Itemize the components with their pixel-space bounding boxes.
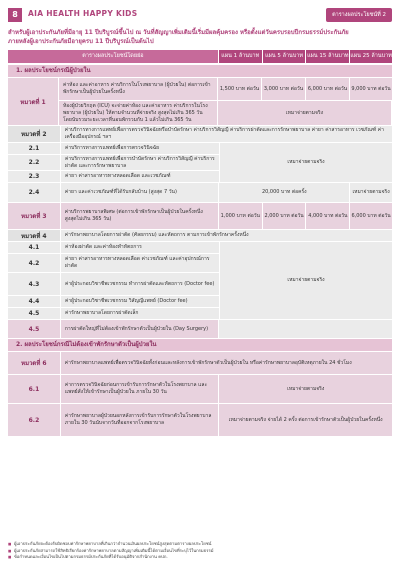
table-row xyxy=(8,375,392,403)
row-code: 4.3 xyxy=(8,273,60,295)
row-code: 2.1 xyxy=(8,143,60,154)
table-header-row xyxy=(8,50,392,63)
row-desc: ค่าบริการทางการแพทย์เพื่อการตรวจวินิจฉัย xyxy=(61,143,219,154)
row-desc: ค่าห้องผ่าตัด และค่าห้องทำหัตถการ xyxy=(61,242,219,253)
header-plan-4: แผน 25 ล้านบาท xyxy=(350,50,392,63)
row-code: 2.2 xyxy=(8,155,60,170)
row-value-plans-1-3: 20,000 บาท ต่อครั้ง xyxy=(219,183,349,202)
group-category-1 xyxy=(8,78,392,125)
row-code: 6.1 xyxy=(8,375,60,403)
row-desc: ค่ารักษาพยาบาลแพทย์เพื่อตรวจวินิจฉัยทั้งก่อนและหลังการเข้าพักรักษาตัวเป็นผู้ป่วยใน หรือค่ารักษาพยาบาลอุบัติเหตุภายใน 24 ชั่วโมง xyxy=(61,352,392,374)
row-desc: ค่าผู้ประกอบวิชาชีพเวชกรรม วิสัญญีแพทย์ (Doctor fee) xyxy=(61,296,219,307)
row-code: 2.4 xyxy=(8,183,60,202)
row-value-plan-1: 1,000 บาท ต่อวัน xyxy=(219,203,262,229)
section-outpatient: 2. ผลประโยชน์กรณีไม่ต้องเข้าพักรักษาตัวเป็นผู้ป่วยใน xyxy=(8,339,392,351)
row-desc: ค่ารักษาพยาบาลโดยการผ่าตัดเล็ก xyxy=(61,308,219,319)
row-code: หมวดที่ 6 xyxy=(8,352,60,374)
table-row xyxy=(8,352,392,374)
row-code: หมวดที่ 2 xyxy=(8,126,60,142)
row-value-span: เหมาจ่ายตามจริง xyxy=(219,375,392,403)
intro-line-2: ภายหลังผู้เอาประกันภัยมีอายุครบ 11 ปีบริบูรณ์เป็นต้นไป xyxy=(8,38,154,45)
row-value-plan-3: 6,000 บาท ต่อวัน xyxy=(306,78,349,100)
benefit-table-badge: ตารางผลประโยชน์ที่ 2 xyxy=(326,8,392,22)
row-desc: ค่าผู้ประกอบวิชาชีพเวชกรรม ทำการผ่าตัดและหัตถการ (Doctor fee) xyxy=(61,273,219,295)
footnote-item: ■ ผู้เอาประกันภัยจะต้องรับผิดชอบค่ารักษาพยาบาลที่เกินกว่าจำนวนเงินผลประโยชน์สูงสุดตามตารางผลประโยชน์ xyxy=(8,541,392,547)
footnote-item: ■ ผู้เอาประกันภัยสามารถใช้สิทธิเรียกร้องค่ารักษาพยาบาลตามสัญญาเพิ่มเติมนี้ได้ตามเงื่อนไขที่ระบุไว้ในกรมธรรม์ xyxy=(8,548,392,554)
footnote-item: ■ ข้อกำหนดและเงื่อนไขเป็นไปตามกรมธรรม์ประกันภัยที่ได้รับอนุมัติจากสำนักงาน คปภ. xyxy=(8,554,392,560)
row-value-empty xyxy=(219,320,392,338)
row-code: หมวดที่ 4 xyxy=(8,230,60,241)
page-header xyxy=(8,6,392,24)
row-value-plan-4: 9,000 บาท ต่อวัน xyxy=(350,78,392,100)
header-plan-3: แผน 15 ล้านบาท xyxy=(306,50,349,63)
row-desc: ค่าบริการทางการแพทย์เพื่อการตรวจวินิจฉัยหรือบำบัดรักษา ค่าบริการวิสัญญี ค่าบริการผ่าตัดและการรักษาพยาบาล ค่ายา ค่าสารอาหาร เวชภัณฑ์ ค่าเครื่องมืออุปกรณ์ ฯลฯ xyxy=(61,126,392,142)
table-row xyxy=(8,404,392,436)
row-desc: ค่ารักษาพยาบาลโดยการผ่าตัด (ศัลยกรรม) และหัตถการ ตามการเข้าพักรักษาครั้งหนึ่ง xyxy=(61,230,392,241)
row-desc: ค่ารักษาพยาบาลผู้ป่วยนอกหลังการเข้ารับการรักษาตัวในโรงพยาบาล ภายใน 30 วันนับจากวันที่ออกจากโรงพยาบาล xyxy=(61,404,219,436)
row-value-span: เหมาจ่ายตามจริง xyxy=(220,242,392,319)
row-desc: ค่าห้อง และค่าอาหาร ค่าบริการในโรงพยาบาล (ผู้ป่วยใน) ต่อการเข้าพักรักษาเป็นผู้ป่วยในครั้งหนึ่ง xyxy=(59,78,217,100)
row-code: 4.1 xyxy=(8,242,60,253)
row-code: 4.4 xyxy=(8,296,60,307)
table-row xyxy=(8,126,392,142)
group-category-2 xyxy=(8,143,392,182)
footnotes xyxy=(8,541,392,560)
page-number: 8 xyxy=(8,8,22,22)
intro-line-1: สำหรับผู้เอาประกันภัยที่มีอายุ 11 ปีบริบูรณ์ขึ้นไป ณ วันที่สัญญาเพิ่มเติมนี้เริ่มมีผลคุ้มครอง หรือตั้งแต่วันครบรอบปีกรมธรรม์ประกันภัย xyxy=(8,29,349,36)
table-row xyxy=(8,320,392,338)
row-code: 4.5 xyxy=(8,308,60,319)
row-value-plan-2: 3,000 บาท ต่อวัน xyxy=(262,78,305,100)
row-desc: ค่ายา ค่าสารอาหารทางหลอดเลือด และเวชภัณฑ์ xyxy=(61,171,219,182)
row-desc: ค่ายา และค่าเวชภัณฑ์ที่ได้รับกลับบ้าน (สูงสุด 7 วัน) xyxy=(61,183,219,202)
intro-text xyxy=(8,28,392,46)
row-value-plan-2: 2,000 บาท ต่อวัน xyxy=(263,203,306,229)
header-plan-1: แผน 1 ล้านบาท xyxy=(219,50,262,63)
benefit-table xyxy=(8,50,392,437)
row-desc: การผ่าตัดใหญ่ที่ไม่ต้องเข้าพักรักษาตัวเป็นผู้ป่วยใน (Day Surgery) xyxy=(61,320,219,338)
row-value-span: เหมาจ่ายตามจริง จ่ายได้ 2 ครั้ง ต่อการเข้ารักษาตัวเป็นผู้ป่วยในครั้งหนึ่ง xyxy=(219,404,392,436)
row-code: หมวดที่ 3 xyxy=(8,203,60,229)
row-code: หมวดที่ 1 xyxy=(8,78,58,125)
row-value-plan-3: 4,000 บาท ต่อวัน xyxy=(306,203,349,229)
row-desc: ค่าบริการพยาบาลพิเศษ (ต่อการเข้าพักรักษาเป็นผู้ป่วยในครั้งหนึ่ง สูงสุดไม่เกิน 365 วัน) xyxy=(61,203,218,229)
row-code: 4.2 xyxy=(8,254,60,272)
table-row xyxy=(8,183,392,202)
header-desc: ตารางผลประโยชน์โดยย่อ xyxy=(8,50,218,63)
row-desc: ห้องผู้ป่วยวิกฤต (ICU) จะจ่ายค่าห้อง และค่าอาหาร ค่าบริการในโรงพยาบาล (ผู้ป่วยใน) ให้ตามจำนวนที่จ่ายจริง สูงสุดไม่เกิน 365 วัน โดยนับรวมระยะเวลาที่นอนพักรวมกับ 1 แล้วไม่เกิน 365 วัน xyxy=(59,101,217,125)
brand-title: AIA HEALTH HAPPY KIDS xyxy=(28,9,138,18)
row-code: 6.2 xyxy=(8,404,60,436)
section-inpatient: 1. ผลประโยชน์กรณีผู้ป่วยใน xyxy=(8,65,392,77)
row-value-span: เหมาจ่ายตามจริง xyxy=(220,143,392,182)
row-value-plan-1: 1,500 บาท ต่อวัน xyxy=(218,78,261,100)
row-code: 2.3 xyxy=(8,171,60,182)
row-desc: ค่าการตรวจวินิจฉัยก่อนการเข้ารับการรักษาตัวในโรงพยาบาล และแพทย์สั่งให้เข้ารักษาเป็นผู้ป่วยใน ภายใน 30 วัน xyxy=(61,375,219,403)
header-plan-2: แผน 5 ล้านบาท xyxy=(263,50,306,63)
group-category-4 xyxy=(8,242,392,319)
row-desc: ค่าบริการทางการแพทย์เพื่อการบำบัดรักษา ค่าบริการวิสัญญี ค่าบริการผ่าตัด และการรักษาพยาบาล xyxy=(61,155,219,170)
table-row xyxy=(8,203,392,229)
row-desc: ค่ายา ค่าสารอาหารทางหลอดเลือด ค่าเวชภัณฑ์ และค่าอุปกรณ์การผ่าตัด xyxy=(61,254,219,272)
row-value-span: เหมาจ่ายตามจริง xyxy=(218,101,391,125)
row-code: 4.5 xyxy=(8,320,60,338)
row-value-plan-4: เหมาจ่ายตามจริง xyxy=(350,183,392,202)
row-value-plan-4: 6,000 บาท ต่อวัน xyxy=(350,203,392,229)
table-row xyxy=(8,230,392,241)
